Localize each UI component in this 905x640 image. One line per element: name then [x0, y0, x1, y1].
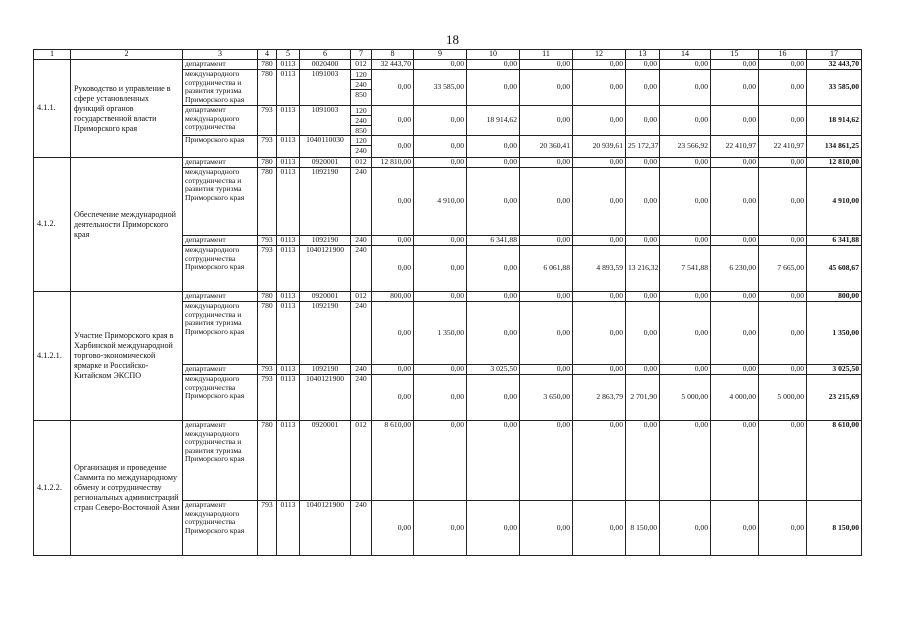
code-cell: 780 [258, 70, 277, 106]
expense-type-cell: 012 [351, 421, 372, 501]
amount-cell: 0,00 [414, 365, 467, 375]
amount-cell: 8 150,00 [626, 501, 660, 556]
code-cell: 1040121900 [300, 501, 351, 556]
amount-cell: 0,00 [414, 421, 467, 501]
amount-cell: 0,00 [467, 70, 520, 106]
code-cell: 0113 [277, 236, 300, 246]
column-header: 1 [34, 50, 71, 60]
expense-type-cell [351, 106, 372, 136]
amount-cell: 0,00 [372, 70, 414, 106]
total-cell: 6 341,88 [807, 236, 862, 246]
column-header: 15 [711, 50, 759, 60]
amount-cell: 5 000,00 [759, 375, 807, 421]
item-index: 4.1.2.1. [34, 292, 71, 421]
department-cell: международного сотрудничества Приморского края [183, 246, 258, 292]
amount-cell: 0,00 [467, 302, 520, 365]
amount-cell: 0,00 [414, 136, 467, 158]
amount-cell: 0,00 [711, 421, 759, 501]
expense-type-cell: 240 [351, 501, 372, 556]
expense-type-code: 120 [355, 136, 367, 145]
column-header: 6 [300, 50, 351, 60]
amount-cell: 6 230,00 [711, 246, 759, 292]
column-header: 2 [71, 50, 183, 60]
total-cell: 33 585,00 [807, 70, 862, 106]
code-cell: 793 [258, 106, 277, 136]
amount-cell: 0,00 [626, 302, 660, 365]
amount-cell: 0,00 [520, 421, 573, 501]
item-name: Организация и проведение Саммита по международному обмену и сотрудничеству региональных администраций стран Северо-Восточной Азии [71, 421, 183, 556]
amount-cell: 0,00 [626, 421, 660, 501]
column-header: 11 [520, 50, 573, 60]
amount-cell: 0,00 [467, 292, 520, 302]
amount-cell: 0,00 [626, 60, 660, 70]
amount-cell: 0,00 [759, 501, 807, 556]
expense-type-cell: 012 [351, 158, 372, 168]
expense-type-cell: 012 [351, 60, 372, 70]
amount-cell: 0,00 [626, 70, 660, 106]
column-header: 12 [573, 50, 626, 60]
code-cell: 780 [258, 168, 277, 236]
amount-cell: 0,00 [573, 70, 626, 106]
amount-cell: 7 665,00 [759, 246, 807, 292]
expense-type-cell: 240 [351, 236, 372, 246]
amount-cell: 0,00 [573, 292, 626, 302]
amount-cell: 5 000,00 [660, 375, 711, 421]
amount-cell: 0,00 [520, 302, 573, 365]
amount-cell: 0,00 [372, 106, 414, 136]
expense-type-code: 850 [351, 125, 371, 135]
amount-cell: 0,00 [372, 501, 414, 556]
table-row [34, 292, 862, 302]
code-cell: 0113 [277, 375, 300, 421]
amount-cell: 32 443,70 [372, 60, 414, 70]
amount-cell: 4 910,00 [414, 168, 467, 236]
code-cell: 0113 [277, 365, 300, 375]
table-row [34, 158, 862, 168]
department-cell: международного сотрудничества и развития туризма Приморского края [183, 302, 258, 365]
item-name: Участие Приморского края в Харбинской международной торгово-экономической ярмарке и Российско-Китайском ЭКСПО [71, 292, 183, 421]
amount-cell: 20 939,61 [573, 136, 626, 158]
amount-cell: 6 061,88 [520, 246, 573, 292]
code-cell: 780 [258, 421, 277, 501]
expense-type-cell: 240 [351, 365, 372, 375]
amount-cell: 0,00 [711, 236, 759, 246]
total-cell: 134 861,25 [807, 136, 862, 158]
expense-type-cell: 012 [351, 292, 372, 302]
table-row [34, 60, 862, 70]
amount-cell: 0,00 [626, 236, 660, 246]
amount-cell: 0,00 [573, 158, 626, 168]
department-cell: международного сотрудничества и развития туризма Приморского края [183, 168, 258, 236]
amount-cell: 0,00 [759, 60, 807, 70]
column-header: 10 [467, 50, 520, 60]
amount-cell: 18 914,62 [467, 106, 520, 136]
amount-cell: 0,00 [660, 70, 711, 106]
amount-cell: 0,00 [660, 168, 711, 236]
column-header: 5 [277, 50, 300, 60]
amount-cell: 0,00 [626, 292, 660, 302]
code-cell: 0113 [277, 106, 300, 136]
amount-cell: 0,00 [711, 158, 759, 168]
amount-cell: 0,00 [414, 246, 467, 292]
item-name: Обеспечение международной деятельности Приморского края [71, 158, 183, 292]
amount-cell: 0,00 [626, 365, 660, 375]
amount-cell: 0,00 [414, 158, 467, 168]
amount-cell: 0,00 [759, 236, 807, 246]
amount-cell: 0,00 [660, 236, 711, 246]
table-row [34, 421, 862, 501]
code-cell: 0020400 [300, 60, 351, 70]
code-cell: 793 [258, 246, 277, 292]
amount-cell: 0,00 [520, 501, 573, 556]
department-cell: департамент международного сотрудничества Приморского края [183, 501, 258, 556]
amount-cell: 0,00 [759, 158, 807, 168]
amount-cell: 0,00 [467, 375, 520, 421]
code-cell: 0113 [277, 168, 300, 236]
column-header: 4 [258, 50, 277, 60]
total-cell: 8 150,00 [807, 501, 862, 556]
amount-cell: 0,00 [372, 168, 414, 236]
amount-cell: 25 172,37 [626, 136, 660, 158]
expense-type-code: 850 [351, 89, 371, 99]
amount-cell: 0,00 [414, 106, 467, 136]
amount-cell: 20 360,41 [520, 136, 573, 158]
code-cell: 793 [258, 136, 277, 158]
amount-cell: 0,00 [467, 168, 520, 236]
amount-cell: 0,00 [372, 246, 414, 292]
total-cell: 18 914,62 [807, 106, 862, 136]
amount-cell: 22 410,97 [711, 136, 759, 158]
amount-cell: 12 810,00 [372, 158, 414, 168]
amount-cell: 0,00 [520, 158, 573, 168]
code-cell: 0920001 [300, 158, 351, 168]
amount-cell: 0,00 [372, 375, 414, 421]
total-cell: 8 610,00 [807, 421, 862, 501]
department-cell: департамент [183, 365, 258, 375]
amount-cell: 0,00 [414, 236, 467, 246]
amount-cell: 0,00 [711, 365, 759, 375]
column-header: 17 [807, 50, 862, 60]
total-cell: 12 810,00 [807, 158, 862, 168]
amount-cell: 0,00 [467, 421, 520, 501]
amount-cell: 4 893,59 [573, 246, 626, 292]
column-header: 14 [660, 50, 711, 60]
code-cell: 793 [258, 501, 277, 556]
total-cell: 4 910,00 [807, 168, 862, 236]
table-body [34, 50, 862, 556]
column-header: 3 [183, 50, 258, 60]
amount-cell: 0,00 [660, 365, 711, 375]
amount-cell: 0,00 [711, 60, 759, 70]
amount-cell: 0,00 [626, 168, 660, 236]
expense-type-code: 240 [351, 145, 371, 155]
amount-cell: 13 216,32 [626, 246, 660, 292]
amount-cell: 0,00 [711, 292, 759, 302]
expense-type-code: 120 [355, 106, 367, 115]
total-cell: 32 443,70 [807, 60, 862, 70]
expense-type-cell: 240 [351, 168, 372, 236]
amount-cell: 0,00 [660, 302, 711, 365]
amount-cell: 0,00 [414, 60, 467, 70]
code-cell: 1040121900 [300, 375, 351, 421]
total-cell: 800,00 [807, 292, 862, 302]
amount-cell: 0,00 [759, 70, 807, 106]
code-cell: 0113 [277, 136, 300, 158]
code-cell: 1092190 [300, 302, 351, 365]
expense-type-code: 240 [351, 79, 371, 89]
amount-cell: 0,00 [467, 60, 520, 70]
amount-cell: 0,00 [520, 236, 573, 246]
expense-type-code: 120 [355, 70, 367, 79]
amount-cell: 0,00 [573, 421, 626, 501]
code-cell: 0113 [277, 246, 300, 292]
amount-cell: 0,00 [372, 365, 414, 375]
amount-cell: 0,00 [660, 158, 711, 168]
total-cell: 3 025,50 [807, 365, 862, 375]
amount-cell: 0,00 [711, 168, 759, 236]
header-row [34, 50, 862, 60]
amount-cell: 0,00 [759, 421, 807, 501]
amount-cell: 3 650,00 [520, 375, 573, 421]
code-cell: 0113 [277, 70, 300, 106]
page-number: 18 [446, 32, 459, 47]
amount-cell: 0,00 [660, 421, 711, 501]
amount-cell: 22 410,97 [759, 136, 807, 158]
code-cell: 0113 [277, 302, 300, 365]
amount-cell: 2 701,90 [626, 375, 660, 421]
amount-cell: 4 000,00 [711, 375, 759, 421]
amount-cell: 0,00 [759, 106, 807, 136]
amount-cell: 0,00 [759, 365, 807, 375]
expense-type-code: 240 [351, 115, 371, 125]
amount-cell: 0,00 [372, 302, 414, 365]
expense-type-cell: 240 [351, 375, 372, 421]
column-header: 8 [372, 50, 414, 60]
code-cell: 793 [258, 375, 277, 421]
amount-cell: 0,00 [573, 106, 626, 136]
code-cell: 780 [258, 302, 277, 365]
amount-cell: 0,00 [759, 302, 807, 365]
department-cell: департамент [183, 292, 258, 302]
code-cell: 1092190 [300, 168, 351, 236]
amount-cell: 0,00 [711, 501, 759, 556]
amount-cell: 0,00 [573, 302, 626, 365]
total-cell: 45 608,67 [807, 246, 862, 292]
column-header: 7 [351, 50, 372, 60]
amount-cell: 3 025,50 [467, 365, 520, 375]
amount-cell: 0,00 [414, 292, 467, 302]
amount-cell: 0,00 [573, 168, 626, 236]
code-cell: 0113 [277, 421, 300, 501]
amount-cell: 0,00 [520, 70, 573, 106]
expense-type-cell: 240 [351, 246, 372, 292]
amount-cell: 0,00 [711, 70, 759, 106]
code-cell: 1091003 [300, 106, 351, 136]
amount-cell: 0,00 [626, 106, 660, 136]
total-cell: 1 350,00 [807, 302, 862, 365]
expense-type-cell: 240 [351, 302, 372, 365]
amount-cell: 0,00 [626, 158, 660, 168]
amount-cell: 0,00 [660, 501, 711, 556]
amount-cell: 0,00 [414, 501, 467, 556]
item-index: 4.1.2. [34, 158, 71, 292]
department-cell: департамент международного сотрудничества [183, 106, 258, 136]
amount-cell: 0,00 [759, 292, 807, 302]
amount-cell: 0,00 [520, 60, 573, 70]
amount-cell: 0,00 [573, 236, 626, 246]
expense-type-cell [351, 136, 372, 158]
amount-cell: 0,00 [467, 501, 520, 556]
code-cell: 0113 [277, 158, 300, 168]
code-cell: 1091003 [300, 70, 351, 106]
department-cell: международного сотрудничества Приморского края [183, 375, 258, 421]
amount-cell: 0,00 [573, 501, 626, 556]
amount-cell: 0,00 [573, 60, 626, 70]
total-cell: 23 215,69 [807, 375, 862, 421]
column-header: 13 [626, 50, 660, 60]
expense-type-cell [351, 70, 372, 106]
amount-cell: 800,00 [372, 292, 414, 302]
column-header: 16 [759, 50, 807, 60]
amount-cell: 0,00 [660, 106, 711, 136]
amount-cell: 33 585,00 [414, 70, 467, 106]
code-cell: 0920001 [300, 421, 351, 501]
amount-cell: 6 341,88 [467, 236, 520, 246]
amount-cell: 0,00 [520, 365, 573, 375]
code-cell: 793 [258, 236, 277, 246]
code-cell: 0113 [277, 60, 300, 70]
amount-cell: 7 541,88 [660, 246, 711, 292]
budget-table [33, 49, 862, 556]
department-cell: департамент [183, 236, 258, 246]
amount-cell: 0,00 [573, 365, 626, 375]
code-cell: 0920001 [300, 292, 351, 302]
department-cell: международного сотрудничества и развития туризма Приморского края [183, 70, 258, 106]
code-cell: 780 [258, 292, 277, 302]
amount-cell: 23 566,92 [660, 136, 711, 158]
amount-cell: 0,00 [414, 375, 467, 421]
amount-cell: 0,00 [467, 158, 520, 168]
amount-cell: 1 350,00 [414, 302, 467, 365]
amount-cell: 0,00 [520, 106, 573, 136]
amount-cell: 0,00 [711, 106, 759, 136]
code-cell: 1092190 [300, 236, 351, 246]
amount-cell: 0,00 [660, 60, 711, 70]
department-cell: департамент [183, 60, 258, 70]
code-cell: 0113 [277, 501, 300, 556]
code-cell: 0113 [277, 292, 300, 302]
amount-cell: 2 863,79 [573, 375, 626, 421]
amount-cell: 0,00 [372, 236, 414, 246]
amount-cell: 0,00 [520, 292, 573, 302]
amount-cell: 0,00 [372, 136, 414, 158]
department-cell: департамент международного сотрудничества и развития туризма Приморского края [183, 421, 258, 501]
amount-cell: 0,00 [467, 246, 520, 292]
department-cell: Приморского края [183, 136, 258, 158]
amount-cell: 8 610,00 [372, 421, 414, 501]
code-cell: 793 [258, 365, 277, 375]
department-cell: департамент [183, 158, 258, 168]
item-index: 4.1.1. [34, 60, 71, 158]
amount-cell: 0,00 [520, 168, 573, 236]
code-cell: 1040110030 [300, 136, 351, 158]
column-header: 9 [414, 50, 467, 60]
amount-cell: 0,00 [467, 136, 520, 158]
item-index: 4.1.2.2. [34, 421, 71, 556]
amount-cell: 0,00 [759, 168, 807, 236]
code-cell: 1040121900 [300, 246, 351, 292]
amount-cell: 0,00 [711, 302, 759, 365]
item-name: Руководство и управление в сфере установленных функций органов государственной власти Приморского края [71, 60, 183, 158]
code-cell: 780 [258, 158, 277, 168]
amount-cell: 0,00 [660, 292, 711, 302]
code-cell: 1092190 [300, 365, 351, 375]
code-cell: 780 [258, 60, 277, 70]
